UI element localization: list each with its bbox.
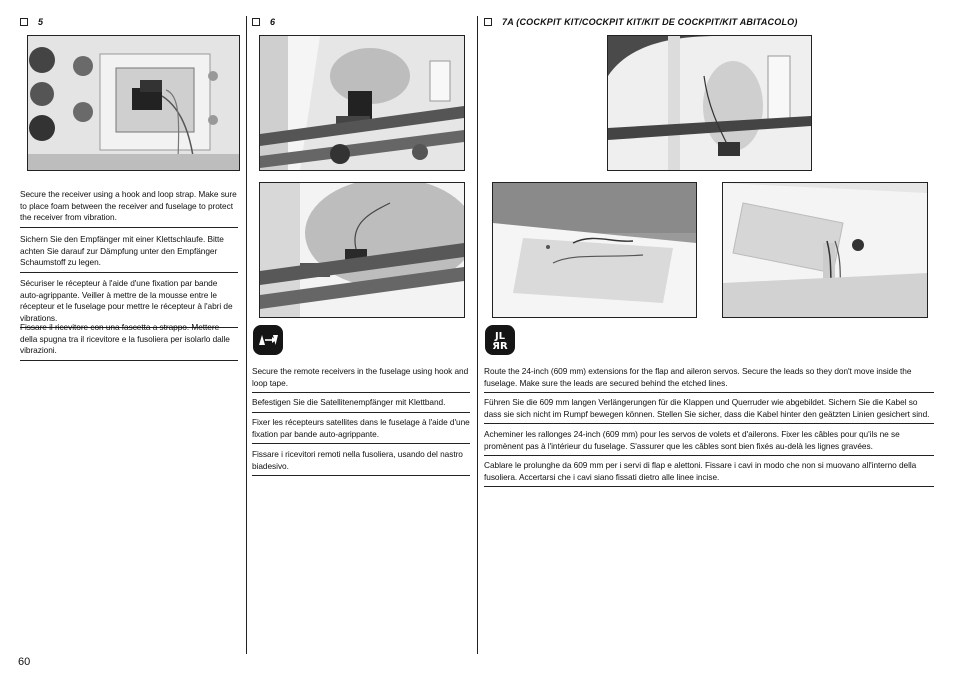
paragraph-de: Sichern Sie den Empfänger mit einer Klettschlaufe. Bitte achten Sie darauf zur Dämpfung unter den Empfänger Schaumstoff zu legen. bbox=[20, 234, 238, 273]
cable-ties-icon bbox=[485, 325, 515, 355]
photo-receiver-mount bbox=[27, 35, 240, 171]
column-divider-2 bbox=[477, 16, 478, 654]
paragraph-en: Secure the remote receivers in the fuselage using hook and loop tape. bbox=[252, 366, 470, 393]
checkbox-icon[interactable] bbox=[484, 18, 492, 26]
checkbox-icon[interactable] bbox=[20, 18, 28, 26]
svg-text:ЯR: ЯR bbox=[492, 341, 508, 351]
paragraph-fr: Fixer les récepteurs satellites dans le fuselage à l'aide d'une fixation par bande auto-agrippante. bbox=[252, 417, 470, 444]
step-heading-7a bbox=[484, 17, 798, 27]
paragraph-it: Cablare le prolunghe da 609 mm per i servi di flap e alettoni. Fissare i cavi in modo che non si muovano all'interno della fusoliera. Accertarsi che i cavi siano fissati dietro alle linee incise. bbox=[484, 460, 934, 487]
paragraph-fr: Acheminer les rallonges 24-inch (609 mm) pour les servos de volets et d'ailerons. Fixer les câbles pour qu'ils ne se promènent pas à l'intérieur du fuselage. S'assurer que les câbles sont bien fixés au-delà les lignes gravées. bbox=[484, 429, 934, 456]
paragraph-de: Befestigen Sie die Satellitenempfänger mit Klettband. bbox=[252, 397, 470, 413]
step-heading-5 bbox=[20, 17, 43, 27]
hook-and-loop-icon bbox=[253, 325, 283, 355]
photo-cockpit-wing-root bbox=[607, 35, 812, 171]
photo-fuselage-leads-left bbox=[492, 182, 697, 318]
photo-remote-receiver-top bbox=[259, 35, 465, 171]
step-label: 7A (COCKPIT KIT/COCKPIT KIT/KIT DE COCKPIT/KIT ABITACOLO) bbox=[502, 17, 798, 27]
paragraph-fr: Sécuriser le récepteur à l'aide d'une fixation par bande auto-agrippante. Veiller à mettre de la mousse entre le récepteur et le fuselage pour mettre le récepteur à l'abri de vibrations. bbox=[20, 278, 238, 328]
step-label: 5 bbox=[38, 17, 44, 27]
paragraph-en: Secure the receiver using a hook and loop strap. Make sure to place foam between the receiver and fuselage to protect the receiver from vibration. bbox=[20, 189, 238, 228]
step-label: 6 bbox=[270, 17, 276, 27]
photo-remote-receiver-side bbox=[259, 182, 465, 318]
svg-text:JL: JL bbox=[494, 331, 506, 342]
paragraph-de: Führen Sie die 609 mm langen Verlängerungen für die Klappen und Querruder wie abgebildet. Sichern Sie die Kabel so dass sie sich nicht im Rumpf bewegen können. Stellen Sie sicher, dass die Kabel hinter den geätzten Linien gesichert sind. bbox=[484, 397, 934, 424]
paragraph-it: Fissare i ricevitori remoti nella fusoliera, usando del nastro biadesivo. bbox=[252, 449, 470, 476]
page-number: 60 bbox=[18, 656, 31, 668]
paragraph-en: Route the 24-inch (609 mm) extensions for the flap and aileron servos. Secure the leads so they don't move inside the fuselage. Make sure the leads are secured behind the etched lines. bbox=[484, 366, 934, 393]
checkbox-icon[interactable] bbox=[252, 18, 260, 26]
step-heading-6 bbox=[252, 17, 275, 27]
photo-fuselage-leads-right bbox=[722, 182, 928, 318]
column-divider-1 bbox=[246, 16, 247, 654]
paragraph-it: Fissare il ricevitore con una fascetta a strappo. Mettere della spugna tra il ricevitore e la fusoliera per isolarlo dalle vibrazioni. bbox=[20, 322, 238, 361]
